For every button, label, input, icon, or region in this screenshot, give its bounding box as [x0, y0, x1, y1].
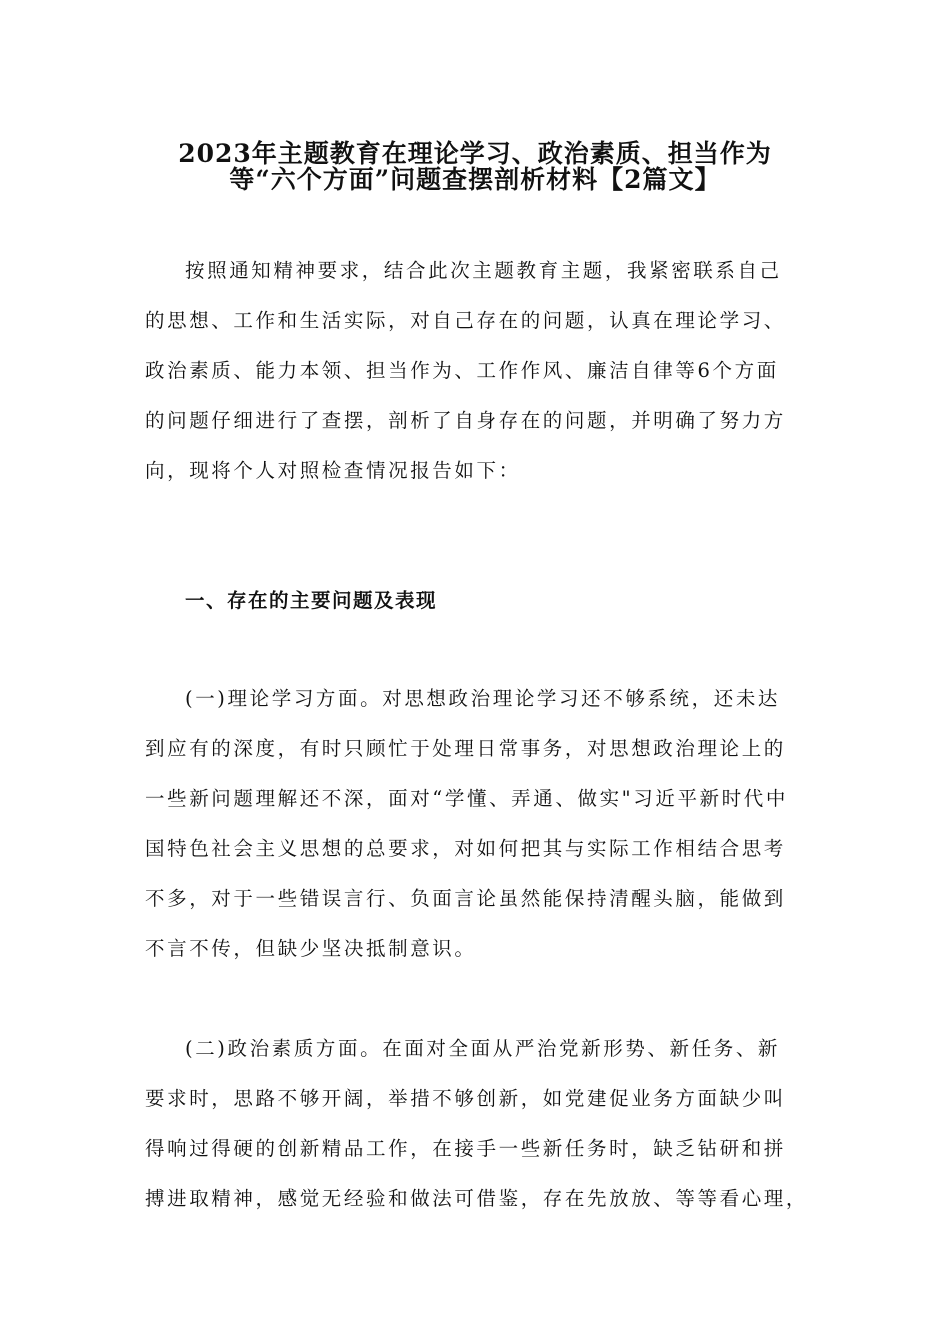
intro-line: 按照通知精神要求，结合此次主题教育主题，我紧密联系自己 — [185, 259, 782, 282]
intro-line: 的思想、工作和生活实际，对自己存在的问题，认真在理论学习、 — [145, 309, 786, 332]
paragraph-line: 不言不传，但缺少坚决抵制意识。 — [145, 937, 477, 960]
paragraph-line: (一)理论学习方面。对思想政治理论学习还不够系统，还未达 — [185, 687, 781, 710]
paragraph-line: 得响过得硬的创新精品工作，在接手一些新任务时，缺乏钻研和拼 — [145, 1137, 786, 1160]
paragraph-line: 要求时，思路不够开阔，举措不够创新，如党建促业务方面缺少叫 — [145, 1087, 786, 1110]
intro-line: 向，现将个人对照检查情况报告如下： — [145, 459, 521, 482]
intro-line: 政治素质、能力本领、担当作为、工作作风、廉洁自律等6个方面 — [145, 359, 779, 382]
document-title-line-2: 等“六个方面”问题查摆剖析材料【2篇文】 — [229, 165, 721, 194]
paragraph-line: 不多，对于一些错误言行、负面言论虽然能保持清醒头脑，能做到 — [145, 887, 786, 910]
intro-line: 的问题仔细进行了查摆，剖析了自身存在的问题，并明确了努力方 — [145, 409, 786, 432]
paragraph-line: 搏进取精神，感觉无经验和做法可借鉴，存在先放放、等等看心理， — [145, 1187, 809, 1210]
paragraph-line: 国特色社会主义思想的总要求，对如何把其与实际工作相结合思考 — [145, 837, 786, 860]
paragraph-line: 一些新问题理解还不深，面对“学懂、弄通、做实"习近平新时代中 — [145, 787, 788, 810]
paragraph-line: (二)政治素质方面。在面对全面从严治党新形势、新任务、新 — [185, 1037, 781, 1060]
document-title-line-1: 2023年主题教育在理论学习、政治素质、担当作为 — [178, 139, 772, 168]
section-heading: 一、存在的主要问题及表现 — [185, 589, 438, 612]
paragraph-line: 到应有的深度，有时只顾忙于处理日常事务，对思想政治理论上的 — [145, 737, 786, 760]
